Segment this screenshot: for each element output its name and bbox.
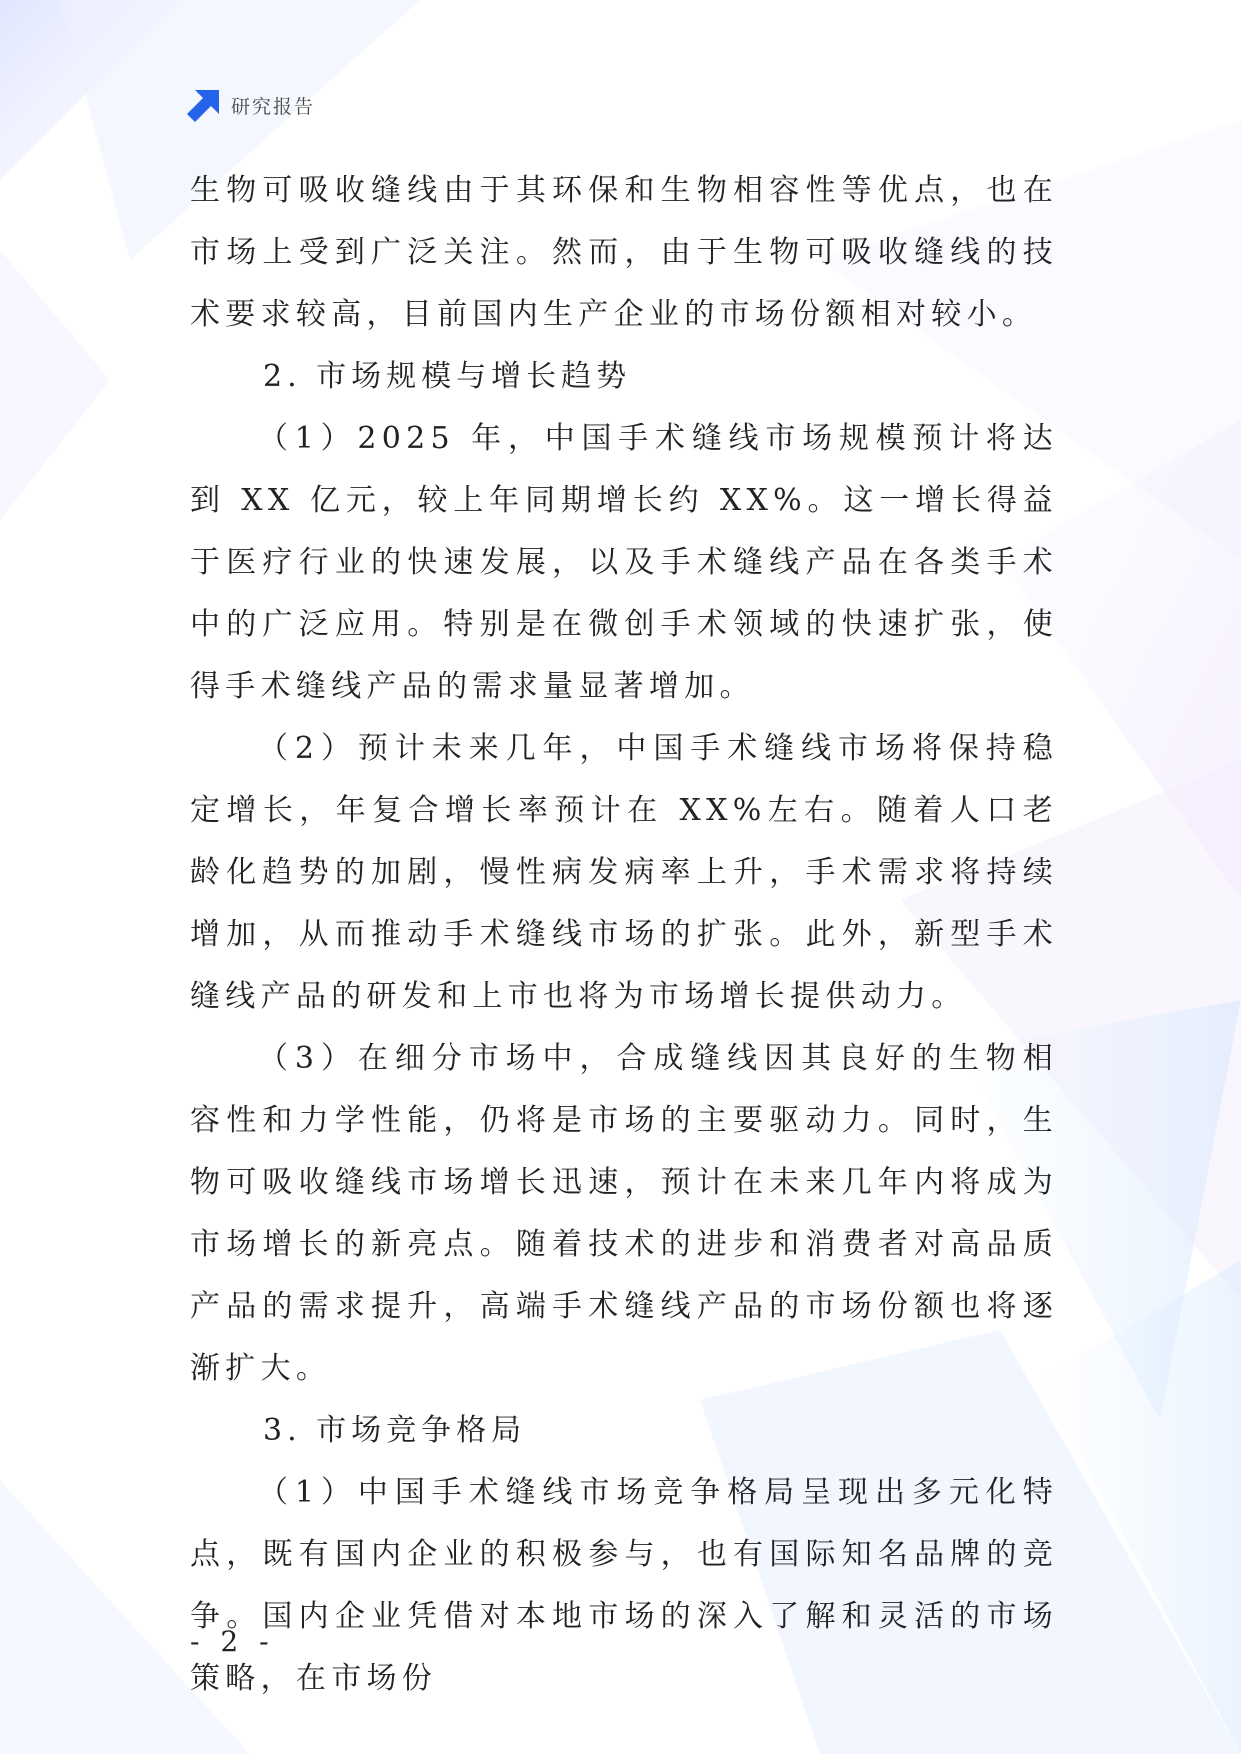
document-body — [190, 160, 1058, 1710]
paragraph-competition-1: （1）中国手术缝线市场竞争格局呈现出多元化特点，既有国内企业的积极参与，也有国际知名品牌的竞争。国内企业凭借对本地市场的深入了解和灵活的市场策略，在市场份 — [190, 1475, 1058, 1696]
page-number: - 2 - — [190, 1625, 275, 1658]
header-title: 研究报告 — [231, 95, 316, 118]
paragraph-market-size-3: （3）在细分市场中，合成缝线因其良好的生物相容性和力学性能，仍将是市场的主要驱动力。同时，生物可吸收缝线市场增长迅速，预计在未来几年内将成为市场增长的新亮点。随着技术的进步和消费者对高品质产品的需求提升，高端手术缝线产品的市场份额也将逐渐扩大。 — [190, 1041, 1058, 1386]
report-header — [187, 88, 315, 122]
arrow-up-right-icon — [187, 88, 221, 122]
section-heading-competition: 3. 市场竞争格局 — [263, 1413, 527, 1448]
section-heading-market-size: 2. 市场规模与增长趋势 — [263, 359, 632, 394]
paragraph-market-size-2: （2）预计未来几年，中国手术缝线市场将保持稳定增长，年复合增长率预计在 XX%左右。随着人口老龄化趋势的加剧，慢性病发病率上升，手术需求将持续增加，从而推动手术缝线市场的扩张。此外，新型手术缝线产品的研发和上市也将为市场增长提供动力。 — [190, 731, 1058, 1014]
intro-paragraph: 生物可吸收缝线由于其环保和生物相容性等优点，也在市场上受到广泛关注。然而，由于生物可吸收缝线的技术要求较高，目前国内生产企业的市场份额相对较小。 — [190, 173, 1058, 332]
paragraph-market-size-1: （1）2025 年，中国手术缝线市场规模预计将达到 XX 亿元，较上年同期增长约 XX%。这一增长得益于医疗行业的快速发展，以及手术缝线产品在各类手术中的广泛应用。特别是在微创手术领域的快速扩张，使得手术缝线产品的需求量显著增加。 — [190, 421, 1058, 704]
